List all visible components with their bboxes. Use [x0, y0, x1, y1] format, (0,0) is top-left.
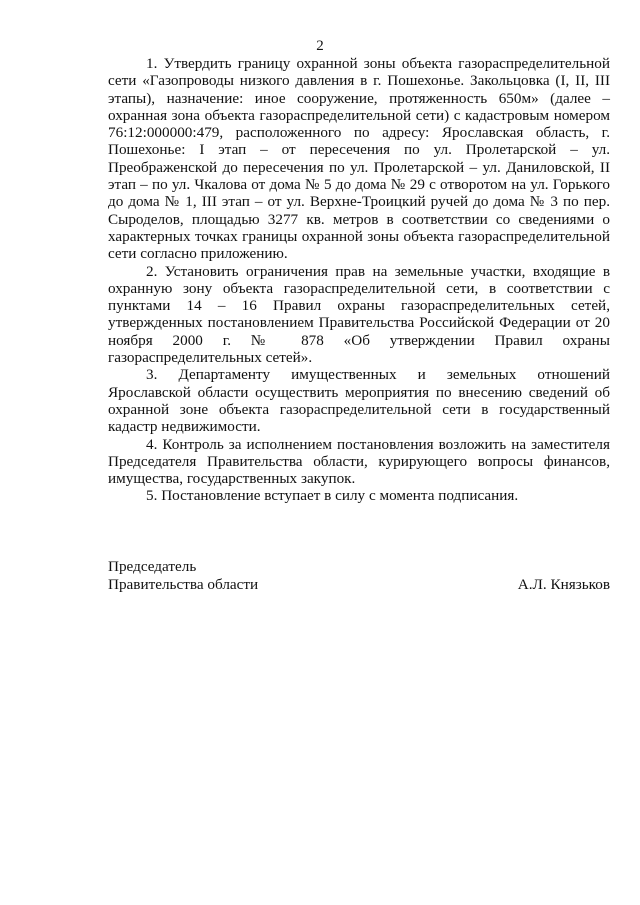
signatory-title-line1: Председатель: [108, 558, 197, 575]
paragraph-2: 2. Установить ограничения прав на земельные участки, входящие в охранную зону объекта газораспределительной сети, в соответствии с пунктами 14 – 16 Правил охраны газораспределительных сетей, утвержденных постановлением Правительства Российской Федерации от 20 ноября 2000 г. № 878 «Об утверждении Правил охраны газораспределительных сетей».: [108, 262, 610, 367]
signatory-name: А.Л. Князьков: [517, 576, 610, 593]
paragraph-1: 1. Утвердить границу охранной зоны объекта газораспределительной сети «Газопроводы низкого давления в г. Пошехонье. Закольцовка (I, II, III этапы), назначение: иное сооружение, протяженность 650м» (далее – охранная зона объекта газораспределительной сети) с кадастровым номером 76:12:000000:479, расположенного по адресу: Ярославская область, г. Пошехонье: I этап – от пересечения по ул. Пролетарской – ул. Преображенской до пересечения по ул. Пролетарской – ул. Даниловской, II этап – по ул. Чкалова от дома № 5 до дома № 29 с отворотом на ул. Горького до дома № 1, III этап – от ул. Верхне-Троицкий ручей до дома № 3 по пер. Сыроделов, площадью 3277 кв. метров в соответствии со сведениями о характерных точках границы охранной зоны объекта газораспределительной сети согласно приложению.: [108, 55, 610, 263]
document-body: [108, 55, 610, 505]
signature-block: [108, 558, 610, 594]
signature-row: [108, 576, 610, 594]
paragraph-5: 5. Постановление вступает в силу с момента подписания.: [146, 487, 519, 505]
paragraph-4: 4. Контроль за исполнением постановления возложить на заместителя Председателя Правительства области, курирующего вопросы финансов, имущества, государственных закупок.: [108, 435, 610, 488]
paragraph-3: 3. Департаменту имущественных и земельных отношений Ярославской области осуществить мероприятия по внесению сведений об охранной зоне объекта газораспределительной сети в государственный кадастр недвижимости.: [108, 366, 610, 436]
page-number: 2: [316, 38, 324, 54]
signatory-title-line2: Правительства области: [108, 576, 259, 593]
